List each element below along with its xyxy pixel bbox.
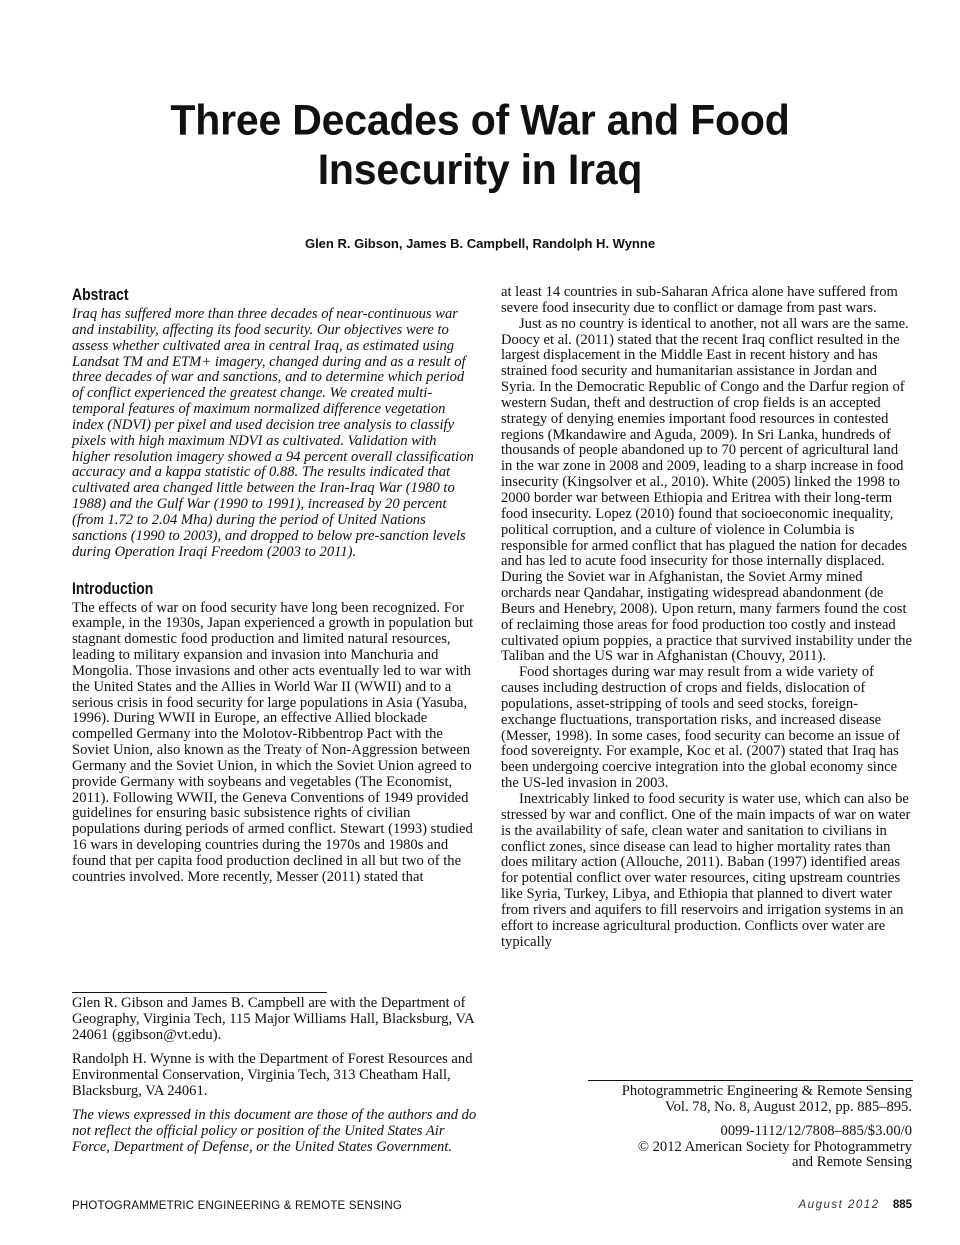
copyright-line: © 2012 American Society for Photogrammetry [637,1138,912,1155]
copyright-line-2: and Remote Sensing [792,1154,912,1171]
title-line-1: Three Decades of War and Food [170,95,790,144]
footnote-disclaimer: The views expressed in this document are those of the authors and do not reflect the official policy or position of the United States Air Force, Department of Defense, or the United States Government. [72,1107,477,1155]
footer-date: August 2012 [798,1199,880,1211]
footer-journal: PHOTOGRAMMETRIC ENGINEERING & REMOTE SENSING [72,1200,402,1212]
title-line-2: Insecurity in Iraq [317,145,643,194]
left-column [72,285,477,886]
footnote-affiliation-1: Glen R. Gibson and James B. Campbell are with the Department of Geography, Virginia Tech, 115 Major Williams Hall, Blacksburg, VA 24061 (ggibson@vt.edu). [72,995,474,1043]
right-paragraph-3: Food shortages during war may result from a wide variety of causes including destruction of crops and fields, dislocation of populations, asset-stripping of tools and seed stocks, foreign-exchange fluctuations, transportation risks, and increased disease (Messer, 1998). In some cases, food security can become an issue of food sovereignty. For example, Koc et al. (2007) stated that Iraq has been undergoing coercive integration into the global economy since the US-led invasion in 2003. [501,664,900,792]
right-paragraph-4: Inextricably linked to food security is water use, which can also be stressed by war and conflict. One of the main impacts of war on water is the availability of safe, clean water and sanitation to civilians in conflict zones, since disease can lead to higher mortality rates than does military action (Allouche, 2011). Baban (1997) identified areas for potential conflict over water resources, citing upstream countries like Syria, Turkey, Libya, and Ethiopia that planned to divert water from rivers and aquifers to fill reservoirs and irrigation systems in an effort to increase agricultural production. Conflicts over water are typically [501,791,911,950]
paper-title [0,96,960,195]
right-paragraph-1: at least 14 countries in sub-Saharan Africa alone have suffered from severe food insecurity due to conflict or damage from past wars. [501,284,898,316]
right-column [501,285,913,950]
article-code: 0099-1112/12/7808–885/$3.00/0 [720,1122,912,1139]
right-paragraph-2: Just as no country is identical to another, not all wars are the same. Doocy et al. (2011) stated that the recent Iraq conflict resulted in the largest displacement in the Middle East in recent history and has strained food security and humanitarian assistance in Jordan and Syria. In the Democratic Republic of Congo and the Darfur region of western Sudan, theft and destruction of crop fields is an accepted strategy of denying enemies important food resources in contested regions (Mkandawire and Aguda, 2009). In Sri Lanka, hundreds of thousands of people abandoned up to 70 percent of agricultural land in the war zone in 2008 and 2009, leading to a sharp increase in food insecurity (Kingsolver et al., 2010). White (2005) linked the 1998 to 2000 border war between Ethiopia and Eritrea with their long-term food insecurity. Lopez (2010) found that socioeconomic inequality, political corruption, and a culture of violence in Columbia is responsible for armed conflict that has plagued the nation for decades and has led to acute food insecurity for those internally displaced. During the Soviet war in Afghanistan, the Soviet Army mined orchards near Qandahar, instigating widespread abandonment (de Beurs and Henebry, 2008). Upon return, many farmers found the cost of reclaiming those areas for food production too costly and instead cultivated opium poppies, a practice that survived instability under the Taliban and the US war in Afghanistan (Chouvy, 2011). [501,315,912,665]
abstract-text: Iraq has suffered more than three decades of near-continuous war and instability, affecting its food security. Our objectives were to assess whether cultivated area in central Iraq, as estimated using Landsat TM and ETM+ imagery, changed during and as a result of three decades of war and sanctions, and to determine which period of conflict experienced the greatest change. We created multi-temporal features of maximum normalized difference vegetation index (NDVI) per pixel and used decision tree analysis to classify pixels with high maximum NDVI as cultivated. Validation with higher resolution imagery showed a 94 percent overall classification accuracy and a kappa statistic of 0.88. The results indicated that cultivated area changed little between the Iran-Iraq War (1980 to 1988) and the Gulf War (1990 to 1991), increased by 20 percent (from 1.72 to 2.04 Mha) during the period of United Nations sanctions (1990 to 2003), and dropped to below pre-sanction levels during Operation Iraqi Freedom (2003 to 2011). [72,306,474,560]
journal-name: Photogrammetric Engineering & Remote Sensing [621,1083,912,1099]
author-list: Glen R. Gibson, James B. Campbell, Randolph H. Wynne [304,236,656,251]
volume-info: Vol. 78, No. 8, August 2012, pp. 885–895. [664,1098,912,1115]
introduction-heading: Introduction [72,578,154,598]
page-number: 885 [892,1199,912,1211]
footnote-affiliation-2: Randolph H. Wynne is with the Department of Forest Resources and Environmental Conservation, Virginia Tech, 313 Cheatham Hall, Blacksburg, VA 24061. [72,1051,473,1099]
footnote-divider [72,992,327,993]
introduction-paragraph-1: The effects of war on food security have long been recognized. For example, in the 1930s, Japan experienced a growth in population but stagnant domestic food production and limited natural resources, leading to military expansion and invasion into Manchuria and Mongolia. Those invasions and other acts eventually led to war with the United States and the Allies in World War II (WWII) and to a serious crisis in food security for large populations in Asia (Yasuba, 1996). During WWII in Europe, an effective Allied blockade compelled Germany into the Molotov-Ribbentrop Pact with the Soviet Union, also known as the Treaty of Non-Aggression between Germany and the Soviet Union, in which the Soviet Union agreed to provide Germany with soybeans and vegetables (The Economist, 2011). Following WWII, the Geneva Conventions of 1949 provided guidelines for ensuring basic subsistence rights of civilian populations during periods of armed conflict. Stewart (1993) studied 16 wars in developing countries during the 1970s and 1980s and found that per capita food production declined in all but two of the countries involved. More recently, Messer (2011) stated that [72,599,474,885]
publication-info [560,1084,912,1171]
footer-right [799,1199,912,1211]
publication-divider [588,1080,913,1081]
abstract-heading: Abstract [72,285,129,304]
